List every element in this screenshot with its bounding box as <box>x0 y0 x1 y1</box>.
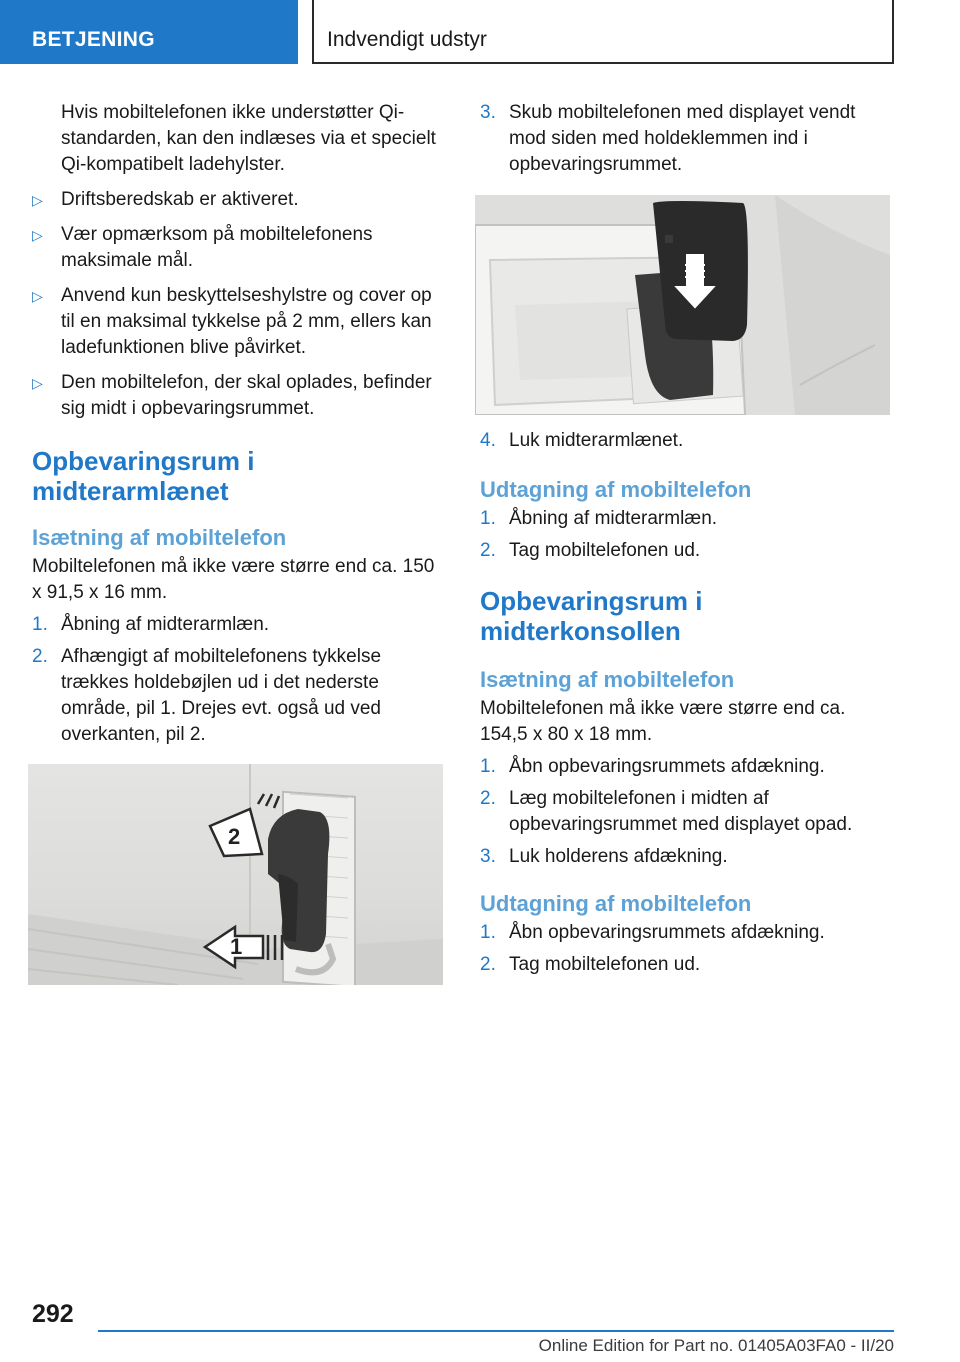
step-item <box>480 100 892 178</box>
subsection-heading: Isætning af mobiltelefon <box>32 525 287 550</box>
bullet-item: ▷ Anvend kun beskyttelseshylstre og cover op til en maksimal tykkelse på 2 mm, ellers kan ladefunktionen blive påvirket. <box>32 283 442 361</box>
step-item <box>480 786 892 838</box>
body-paragraph: Mobiltelefonen må ikke være større end ca. 150 x 91,5 x 16 mm. <box>32 556 435 603</box>
step-list <box>480 506 892 564</box>
right-column-lower <box>480 428 892 978</box>
bullet-item: ▷ Den mobiltelefon, der skal oplades, befinder sig midt i opbevaringsrummet. <box>32 370 442 422</box>
section-title: BETJENING <box>32 28 155 51</box>
step-number: 2. <box>480 788 496 809</box>
step-list <box>480 920 892 978</box>
phone-compartment-illustration <box>475 195 890 415</box>
right-column <box>480 100 892 178</box>
armrest-holder-figure <box>28 764 443 985</box>
step-text: Åbn opbevaringsrummets afdækning. <box>509 756 825 777</box>
step-text: Luk midterarmlænet. <box>509 430 684 451</box>
subsection-heading: Udtagning af mobiltelefon <box>480 477 752 502</box>
step-text: Skub mobiltelefonen med displayet vendt mod siden med holdeklemmen ind i opbevaringsrummet. <box>509 102 856 175</box>
step-text: Tag mobiltelefonen ud. <box>509 954 701 975</box>
chapter-tab <box>312 0 894 64</box>
step-text: Åbning af midterarmlæn. <box>61 614 270 635</box>
step-number: 2. <box>480 540 496 561</box>
footer-divider <box>98 1330 894 1332</box>
bullet-list <box>32 187 442 422</box>
arrow-1-label: 1 <box>230 934 243 959</box>
bullet-item: ▷ Driftsberedskab er aktiveret. <box>32 187 442 213</box>
chapter-title: Indvendigt udstyr <box>327 28 487 51</box>
step-text: Læg mobiltelefonen i midten af opbevaringsrummet med displayet opad. <box>509 788 853 835</box>
step-number: 1. <box>32 614 48 635</box>
step-item <box>32 644 442 748</box>
step-number: 1. <box>480 922 496 943</box>
section-heading: Opbevaringsrum i midterkonsollen <box>480 586 703 646</box>
step-item <box>480 538 892 564</box>
step-list <box>480 754 892 870</box>
body-paragraph: Mobiltelefonen må ikke være større end ca. 154,5 x 80 x 18 mm. <box>480 698 846 745</box>
step-number: 4. <box>480 430 496 451</box>
step-list <box>480 428 892 454</box>
subsection-heading: Isætning af mobiltelefon <box>480 667 735 692</box>
step-item <box>480 506 892 532</box>
step-number: 1. <box>480 756 496 777</box>
section-heading: Opbevaringsrum i midterarmlænet <box>32 446 255 506</box>
left-column <box>32 100 442 748</box>
step-number: 1. <box>480 508 496 529</box>
step-number: 2. <box>480 954 496 975</box>
step-item <box>480 428 892 454</box>
step-number: 3. <box>480 846 496 867</box>
intro-paragraph: Hvis mobiltelefonen ikke understøtter Qi-standarden, kan den indlæses via et specielt Qi-kompatibelt ladehylster. <box>61 102 436 175</box>
step-item <box>480 952 892 978</box>
step-item <box>480 920 892 946</box>
armrest-holder-illustration <box>28 764 443 985</box>
step-text: Luk holderens afdækning. <box>509 846 728 867</box>
step-item <box>480 754 892 780</box>
step-text: Afhængigt af mobiltelefonens tykkelse trækkes holdebøjlen ud i det nederste område, pil 1. Drejes evt. også ud ved overkanten, pil 2. <box>61 646 382 745</box>
step-text: Tag mobiltelefonen ud. <box>509 540 701 561</box>
phone-compartment-figure <box>475 195 890 415</box>
subsection-heading: Udtagning af mobiltelefon <box>480 891 752 916</box>
step-number: 3. <box>480 102 496 123</box>
step-list <box>480 100 892 178</box>
page-number: 292 <box>32 1300 74 1328</box>
step-list <box>32 612 442 748</box>
step-number: 2. <box>32 646 48 667</box>
bullet-item: ▷ Vær opmærksom på mobiltelefonens maksimale mål. <box>32 222 442 274</box>
step-item <box>32 612 442 638</box>
step-item <box>480 844 892 870</box>
arrow-2-label: 2 <box>228 824 241 849</box>
step-text: Åbning af midterarmlæn. <box>509 508 718 529</box>
section-tab <box>0 0 298 64</box>
edition-note: Online Edition for Part no. 01405A03FA0 - II/20 <box>538 1336 894 1355</box>
step-text: Åbn opbevaringsrummets afdækning. <box>509 922 825 943</box>
